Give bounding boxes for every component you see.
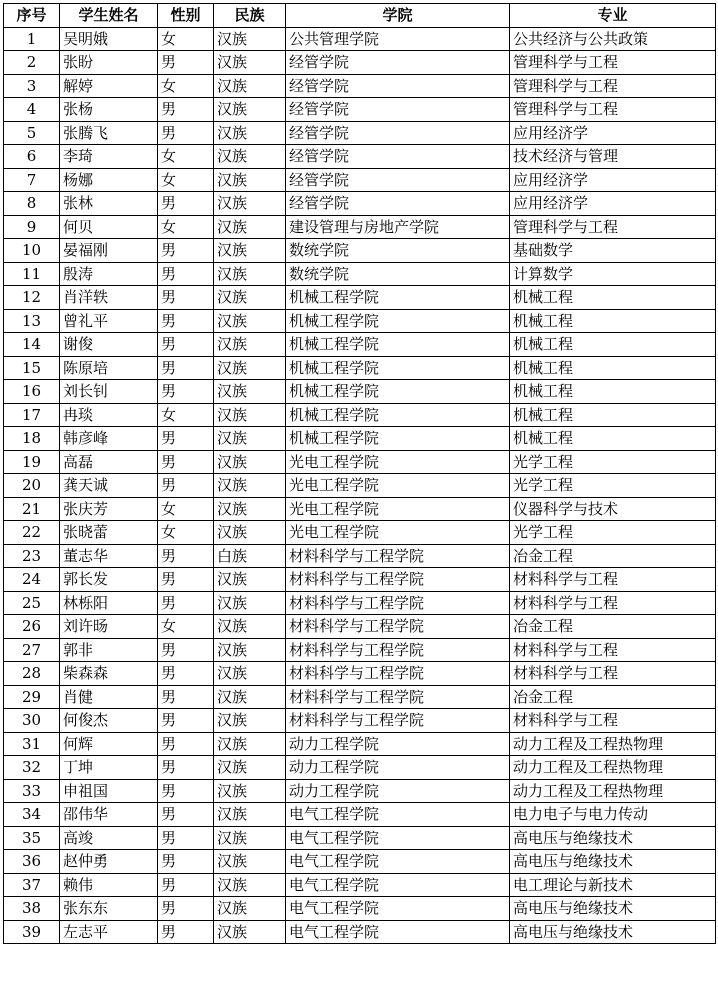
serial-number-cell: 11 [4, 262, 60, 286]
major-cell: 管理科学与工程 [510, 74, 716, 98]
major-cell: 材料科学与工程 [510, 662, 716, 686]
serial-number-cell: 25 [4, 591, 60, 615]
college-cell: 经管学院 [286, 192, 510, 216]
major-cell: 动力工程及工程热物理 [510, 779, 716, 803]
table-row [4, 215, 716, 239]
serial-number-cell: 20 [4, 474, 60, 498]
ethnicity-cell: 汉族 [214, 403, 286, 427]
student-name-cell: 肖洋轶 [60, 286, 158, 310]
serial-number-cell: 18 [4, 427, 60, 451]
ethnicity-cell: 汉族 [214, 333, 286, 357]
college-cell: 电气工程学院 [286, 850, 510, 874]
student-name-cell: 郭长发 [60, 568, 158, 592]
ethnicity-cell: 汉族 [214, 51, 286, 75]
ethnicity-cell: 汉族 [214, 215, 286, 239]
major-cell: 仪器科学与技术 [510, 497, 716, 521]
college-cell: 动力工程学院 [286, 756, 510, 780]
student-name-cell: 张腾飞 [60, 121, 158, 145]
serial-number-cell: 5 [4, 121, 60, 145]
college-cell: 数统学院 [286, 239, 510, 263]
table-row [4, 74, 716, 98]
table-row [4, 497, 716, 521]
gender-cell: 女 [158, 145, 214, 169]
college-cell: 机械工程学院 [286, 403, 510, 427]
major-cell: 冶金工程 [510, 615, 716, 639]
ethnicity-cell: 汉族 [214, 638, 286, 662]
serial-number-cell: 32 [4, 756, 60, 780]
serial-number-cell: 4 [4, 98, 60, 122]
header-gender: 性别 [158, 4, 214, 28]
gender-cell: 女 [158, 215, 214, 239]
college-cell: 机械工程学院 [286, 356, 510, 380]
ethnicity-cell: 汉族 [214, 615, 286, 639]
serial-number-cell: 24 [4, 568, 60, 592]
table-row [4, 638, 716, 662]
gender-cell: 男 [158, 474, 214, 498]
table-row [4, 850, 716, 874]
ethnicity-cell: 汉族 [214, 356, 286, 380]
major-cell: 材料科学与工程 [510, 591, 716, 615]
college-cell: 光电工程学院 [286, 521, 510, 545]
student-name-cell: 晏福刚 [60, 239, 158, 263]
serial-number-cell: 13 [4, 309, 60, 333]
table-row [4, 286, 716, 310]
gender-cell: 男 [158, 427, 214, 451]
serial-number-cell: 21 [4, 497, 60, 521]
student-name-cell: 邵伟华 [60, 803, 158, 827]
ethnicity-cell: 汉族 [214, 709, 286, 733]
student-name-cell: 赖伟 [60, 873, 158, 897]
ethnicity-cell: 汉族 [214, 803, 286, 827]
major-cell: 光学工程 [510, 521, 716, 545]
college-cell: 电气工程学院 [286, 826, 510, 850]
college-cell: 材料科学与工程学院 [286, 615, 510, 639]
serial-number-cell: 1 [4, 27, 60, 51]
gender-cell: 男 [158, 732, 214, 756]
student-name-cell: 何俊杰 [60, 709, 158, 733]
serial-number-cell: 34 [4, 803, 60, 827]
student-name-cell: 谢俊 [60, 333, 158, 357]
major-cell: 公共经济与公共政策 [510, 27, 716, 51]
table-row [4, 121, 716, 145]
serial-number-cell: 14 [4, 333, 60, 357]
major-cell: 高电压与绝缘技术 [510, 920, 716, 944]
serial-number-cell: 9 [4, 215, 60, 239]
table-row [4, 591, 716, 615]
college-cell: 材料科学与工程学院 [286, 709, 510, 733]
major-cell: 材料科学与工程 [510, 709, 716, 733]
gender-cell: 女 [158, 521, 214, 545]
student-name-cell: 殷涛 [60, 262, 158, 286]
college-cell: 机械工程学院 [286, 309, 510, 333]
gender-cell: 男 [158, 826, 214, 850]
ethnicity-cell: 汉族 [214, 779, 286, 803]
gender-cell: 男 [158, 568, 214, 592]
student-name-cell: 申祖国 [60, 779, 158, 803]
serial-number-cell: 12 [4, 286, 60, 310]
gender-cell: 男 [158, 239, 214, 263]
major-cell: 光学工程 [510, 450, 716, 474]
major-cell: 管理科学与工程 [510, 98, 716, 122]
gender-cell: 男 [158, 192, 214, 216]
gender-cell: 男 [158, 897, 214, 921]
major-cell: 计算数学 [510, 262, 716, 286]
ethnicity-cell: 汉族 [214, 239, 286, 263]
serial-number-cell: 35 [4, 826, 60, 850]
college-cell: 材料科学与工程学院 [286, 544, 510, 568]
major-cell: 光学工程 [510, 474, 716, 498]
serial-number-cell: 38 [4, 897, 60, 921]
table-row [4, 474, 716, 498]
college-cell: 建设管理与房地产学院 [286, 215, 510, 239]
gender-cell: 男 [158, 591, 214, 615]
student-name-cell: 吴明娥 [60, 27, 158, 51]
serial-number-cell: 16 [4, 380, 60, 404]
table-row [4, 239, 716, 263]
serial-number-cell: 7 [4, 168, 60, 192]
table-row [4, 403, 716, 427]
table-row [4, 685, 716, 709]
gender-cell: 女 [158, 27, 214, 51]
student-name-cell: 高磊 [60, 450, 158, 474]
table-row [4, 521, 716, 545]
student-name-cell: 曾礼平 [60, 309, 158, 333]
table-row [4, 145, 716, 169]
gender-cell: 男 [158, 638, 214, 662]
student-name-cell: 柴森森 [60, 662, 158, 686]
table-row [4, 27, 716, 51]
gender-cell: 男 [158, 779, 214, 803]
student-list-sheet [3, 3, 716, 944]
serial-number-cell: 26 [4, 615, 60, 639]
student-name-cell: 韩彦峰 [60, 427, 158, 451]
gender-cell: 女 [158, 74, 214, 98]
gender-cell: 女 [158, 168, 214, 192]
ethnicity-cell: 汉族 [214, 450, 286, 474]
student-name-cell: 龚天诚 [60, 474, 158, 498]
gender-cell: 男 [158, 544, 214, 568]
header-college: 学院 [286, 4, 510, 28]
gender-cell: 男 [158, 333, 214, 357]
serial-number-cell: 10 [4, 239, 60, 263]
major-cell: 材料科学与工程 [510, 568, 716, 592]
ethnicity-cell: 汉族 [214, 662, 286, 686]
header-serial-number: 序号 [4, 4, 60, 28]
college-cell: 经管学院 [286, 145, 510, 169]
ethnicity-cell: 汉族 [214, 121, 286, 145]
college-cell: 经管学院 [286, 51, 510, 75]
gender-cell: 男 [158, 51, 214, 75]
serial-number-cell: 17 [4, 403, 60, 427]
college-cell: 电气工程学院 [286, 803, 510, 827]
gender-cell: 女 [158, 497, 214, 521]
student-name-cell: 张庆芳 [60, 497, 158, 521]
ethnicity-cell: 汉族 [214, 732, 286, 756]
student-name-cell: 陈原培 [60, 356, 158, 380]
student-name-cell: 杨娜 [60, 168, 158, 192]
ethnicity-cell: 汉族 [214, 920, 286, 944]
table-row [4, 803, 716, 827]
header-student-name: 学生姓名 [60, 4, 158, 28]
major-cell: 电工理论与新技术 [510, 873, 716, 897]
table-row [4, 356, 716, 380]
serial-number-cell: 22 [4, 521, 60, 545]
serial-number-cell: 3 [4, 74, 60, 98]
table-row [4, 615, 716, 639]
ethnicity-cell: 汉族 [214, 568, 286, 592]
student-name-cell: 董志华 [60, 544, 158, 568]
college-cell: 机械工程学院 [286, 380, 510, 404]
college-cell: 动力工程学院 [286, 732, 510, 756]
gender-cell: 女 [158, 403, 214, 427]
college-cell: 光电工程学院 [286, 474, 510, 498]
table-row [4, 427, 716, 451]
college-cell: 光电工程学院 [286, 450, 510, 474]
major-cell: 冶金工程 [510, 544, 716, 568]
major-cell: 机械工程 [510, 356, 716, 380]
gender-cell: 男 [158, 920, 214, 944]
college-cell: 光电工程学院 [286, 497, 510, 521]
major-cell: 机械工程 [510, 286, 716, 310]
major-cell: 动力工程及工程热物理 [510, 756, 716, 780]
ethnicity-cell: 汉族 [214, 850, 286, 874]
ethnicity-cell: 汉族 [214, 145, 286, 169]
major-cell: 基础数学 [510, 239, 716, 263]
table-row [4, 756, 716, 780]
ethnicity-cell: 汉族 [214, 826, 286, 850]
major-cell: 机械工程 [510, 403, 716, 427]
college-cell: 电气工程学院 [286, 873, 510, 897]
table-row [4, 450, 716, 474]
serial-number-cell: 23 [4, 544, 60, 568]
college-cell: 材料科学与工程学院 [286, 638, 510, 662]
student-name-cell: 张盼 [60, 51, 158, 75]
student-name-cell: 何贝 [60, 215, 158, 239]
ethnicity-cell: 白族 [214, 544, 286, 568]
ethnicity-cell: 汉族 [214, 168, 286, 192]
student-name-cell: 郭非 [60, 638, 158, 662]
student-name-cell: 左志平 [60, 920, 158, 944]
serial-number-cell: 33 [4, 779, 60, 803]
college-cell: 材料科学与工程学院 [286, 685, 510, 709]
student-name-cell: 林栎阳 [60, 591, 158, 615]
gender-cell: 男 [158, 98, 214, 122]
gender-cell: 女 [158, 615, 214, 639]
ethnicity-cell: 汉族 [214, 591, 286, 615]
student-name-cell: 李琦 [60, 145, 158, 169]
ethnicity-cell: 汉族 [214, 756, 286, 780]
ethnicity-cell: 汉族 [214, 474, 286, 498]
serial-number-cell: 15 [4, 356, 60, 380]
gender-cell: 男 [158, 262, 214, 286]
table-row [4, 897, 716, 921]
serial-number-cell: 29 [4, 685, 60, 709]
header-row [4, 4, 716, 28]
ethnicity-cell: 汉族 [214, 27, 286, 51]
gender-cell: 男 [158, 850, 214, 874]
table-row [4, 709, 716, 733]
serial-number-cell: 31 [4, 732, 60, 756]
college-cell: 机械工程学院 [286, 286, 510, 310]
ethnicity-cell: 汉族 [214, 521, 286, 545]
student-name-cell: 丁坤 [60, 756, 158, 780]
gender-cell: 男 [158, 685, 214, 709]
student-name-cell: 肖健 [60, 685, 158, 709]
serial-number-cell: 37 [4, 873, 60, 897]
student-table [3, 3, 716, 944]
ethnicity-cell: 汉族 [214, 74, 286, 98]
college-cell: 材料科学与工程学院 [286, 568, 510, 592]
table-row [4, 568, 716, 592]
major-cell: 应用经济学 [510, 192, 716, 216]
college-cell: 电气工程学院 [286, 897, 510, 921]
ethnicity-cell: 汉族 [214, 497, 286, 521]
college-cell: 经管学院 [286, 98, 510, 122]
table-row [4, 192, 716, 216]
major-cell: 电力电子与电力传动 [510, 803, 716, 827]
table-row [4, 333, 716, 357]
college-cell: 材料科学与工程学院 [286, 591, 510, 615]
table-row [4, 380, 716, 404]
ethnicity-cell: 汉族 [214, 685, 286, 709]
college-cell: 经管学院 [286, 121, 510, 145]
student-name-cell: 何辉 [60, 732, 158, 756]
major-cell: 高电压与绝缘技术 [510, 850, 716, 874]
ethnicity-cell: 汉族 [214, 98, 286, 122]
student-name-cell: 高竣 [60, 826, 158, 850]
major-cell: 材料科学与工程 [510, 638, 716, 662]
major-cell: 机械工程 [510, 309, 716, 333]
table-row [4, 51, 716, 75]
gender-cell: 男 [158, 756, 214, 780]
major-cell: 动力工程及工程热物理 [510, 732, 716, 756]
serial-number-cell: 19 [4, 450, 60, 474]
student-name-cell: 张杨 [60, 98, 158, 122]
major-cell: 高电压与绝缘技术 [510, 826, 716, 850]
student-name-cell: 赵仲勇 [60, 850, 158, 874]
header-ethnicity: 民族 [214, 4, 286, 28]
student-name-cell: 刘许旸 [60, 615, 158, 639]
student-name-cell: 张晓蕾 [60, 521, 158, 545]
major-cell: 冶金工程 [510, 685, 716, 709]
student-name-cell: 张林 [60, 192, 158, 216]
serial-number-cell: 8 [4, 192, 60, 216]
table-row [4, 98, 716, 122]
serial-number-cell: 28 [4, 662, 60, 686]
gender-cell: 男 [158, 380, 214, 404]
college-cell: 电气工程学院 [286, 920, 510, 944]
serial-number-cell: 2 [4, 51, 60, 75]
major-cell: 管理科学与工程 [510, 51, 716, 75]
ethnicity-cell: 汉族 [214, 427, 286, 451]
ethnicity-cell: 汉族 [214, 262, 286, 286]
college-cell: 材料科学与工程学院 [286, 662, 510, 686]
ethnicity-cell: 汉族 [214, 286, 286, 310]
college-cell: 公共管理学院 [286, 27, 510, 51]
serial-number-cell: 6 [4, 145, 60, 169]
college-cell: 数统学院 [286, 262, 510, 286]
gender-cell: 男 [158, 121, 214, 145]
table-body [4, 27, 716, 944]
table-row [4, 544, 716, 568]
college-cell: 经管学院 [286, 74, 510, 98]
major-cell: 管理科学与工程 [510, 215, 716, 239]
gender-cell: 男 [158, 709, 214, 733]
serial-number-cell: 36 [4, 850, 60, 874]
college-cell: 经管学院 [286, 168, 510, 192]
table-row [4, 732, 716, 756]
ethnicity-cell: 汉族 [214, 873, 286, 897]
major-cell: 机械工程 [510, 427, 716, 451]
college-cell: 动力工程学院 [286, 779, 510, 803]
gender-cell: 男 [158, 286, 214, 310]
ethnicity-cell: 汉族 [214, 380, 286, 404]
major-cell: 机械工程 [510, 380, 716, 404]
table-row [4, 920, 716, 944]
student-name-cell: 冉琰 [60, 403, 158, 427]
serial-number-cell: 30 [4, 709, 60, 733]
serial-number-cell: 39 [4, 920, 60, 944]
ethnicity-cell: 汉族 [214, 897, 286, 921]
major-cell: 技术经济与管理 [510, 145, 716, 169]
major-cell: 机械工程 [510, 333, 716, 357]
ethnicity-cell: 汉族 [214, 309, 286, 333]
student-name-cell: 刘长钊 [60, 380, 158, 404]
gender-cell: 男 [158, 662, 214, 686]
gender-cell: 男 [158, 803, 214, 827]
gender-cell: 男 [158, 873, 214, 897]
gender-cell: 男 [158, 309, 214, 333]
major-cell: 应用经济学 [510, 121, 716, 145]
college-cell: 机械工程学院 [286, 427, 510, 451]
student-name-cell: 张东东 [60, 897, 158, 921]
student-name-cell: 解婷 [60, 74, 158, 98]
gender-cell: 男 [158, 356, 214, 380]
table-row [4, 309, 716, 333]
serial-number-cell: 27 [4, 638, 60, 662]
header-major: 专业 [510, 4, 716, 28]
table-row [4, 779, 716, 803]
table-row [4, 826, 716, 850]
table-row [4, 662, 716, 686]
table-row [4, 262, 716, 286]
ethnicity-cell: 汉族 [214, 192, 286, 216]
college-cell: 机械工程学院 [286, 333, 510, 357]
major-cell: 应用经济学 [510, 168, 716, 192]
table-row [4, 168, 716, 192]
major-cell: 高电压与绝缘技术 [510, 897, 716, 921]
gender-cell: 男 [158, 450, 214, 474]
table-row [4, 873, 716, 897]
